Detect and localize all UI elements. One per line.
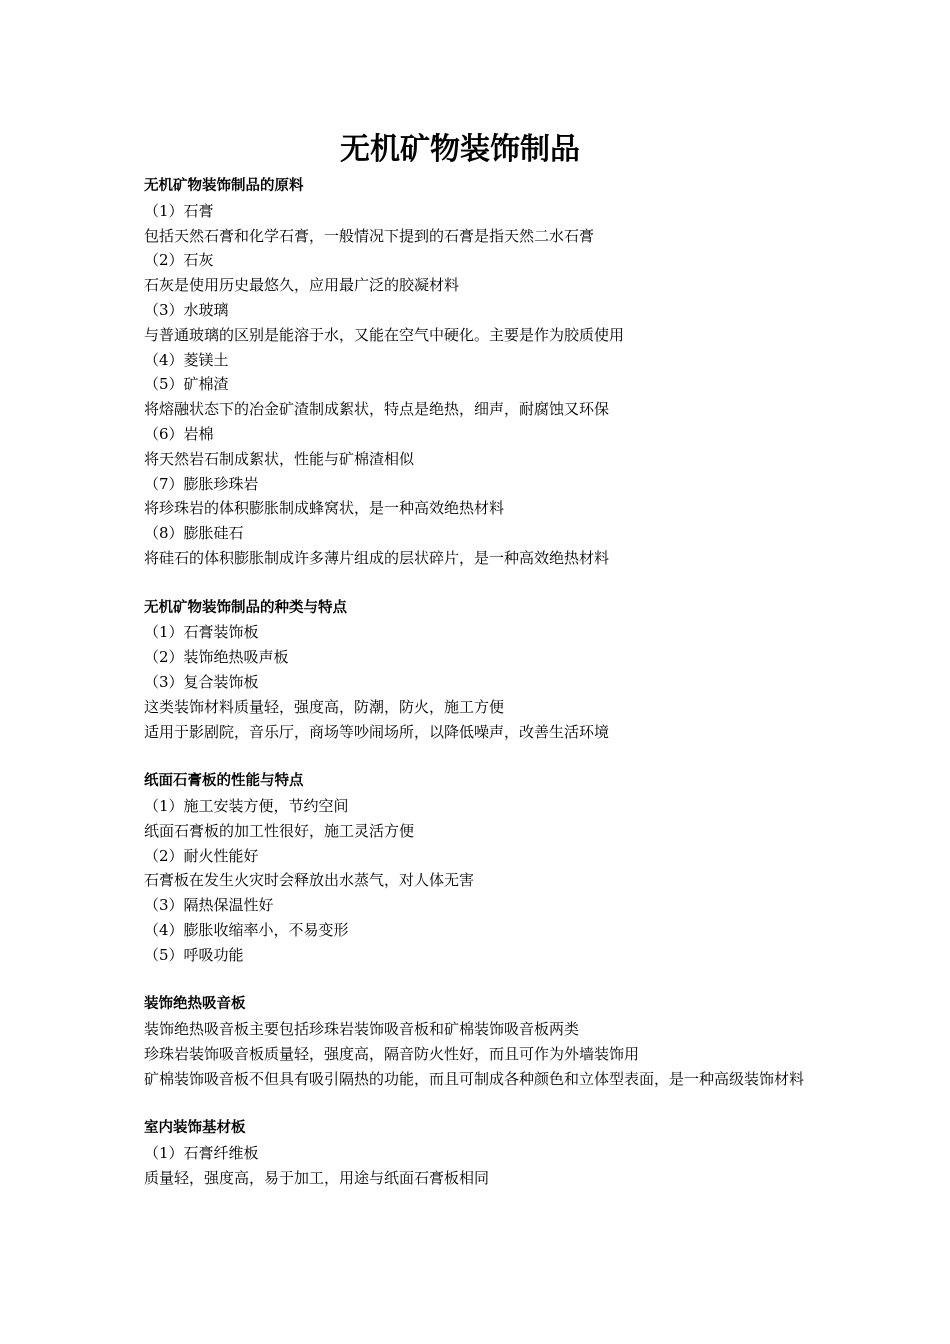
section-heading: 无机矿物装饰制品的原料	[144, 178, 304, 194]
paragraph-line: （7）膨胀珍珠岩	[144, 474, 259, 493]
paragraph-line: （2）耐火性能好	[144, 846, 259, 865]
section-heading: 室内装饰基材板	[144, 1120, 246, 1137]
paragraph-line: 将熔融状态下的冶金矿渣制成絮状，特点是绝热，细声，耐腐蚀又环保	[144, 400, 610, 419]
paragraph-line: 这类装饰材料质量轻，强度高，防潮，防火，施工方便	[144, 697, 505, 716]
paragraph-line: （5）矿棉渣	[144, 375, 229, 394]
paragraph-line: 将天然岩石制成絮状，性能与矿棉渣相似	[144, 449, 415, 468]
section-heading: 无机矿物装饰制品的种类与特点	[144, 599, 347, 616]
paragraph-line: （3）复合装饰板	[144, 672, 259, 691]
paragraph-line: 将硅石的体积膨胀制成许多薄片组成的层状碎片，是一种高效绝热材料	[144, 548, 610, 567]
paragraph-line: （8）膨胀硅石	[144, 524, 244, 543]
paragraph-line: 包括天然石膏和化学石膏，一般情况下提到的石膏是指天然二水石膏	[144, 226, 595, 245]
paragraph-line: 质量轻，强度高，易于加工，用途与纸面石膏板相同	[144, 1168, 490, 1187]
section-heading: 装饰绝热吸音板	[144, 996, 246, 1013]
paragraph-line: （6）岩棉	[144, 424, 214, 443]
paragraph-line: （1）石膏	[144, 201, 214, 220]
paragraph-line: （2）装饰绝热吸声板	[144, 648, 289, 667]
document-title: 无机矿物装饰制品	[340, 132, 580, 167]
section-heading: 纸面石膏板的性能与特点	[144, 773, 304, 790]
paragraph-line: （1）石膏装饰板	[144, 623, 259, 642]
document-body	[144, 174, 812, 1215]
paragraph-line: 珍珠岩装饰吸音板质量轻，强度高，隔音防火性好，而且可作为外墙装饰用	[144, 1044, 640, 1063]
section-3	[144, 769, 812, 967]
paragraph-line: （1）施工安装方便，节约空间	[144, 796, 349, 815]
paragraph-line: （3）水玻璃	[144, 300, 229, 319]
section-4	[144, 992, 812, 1091]
paragraph-line: （4）菱镁土	[144, 350, 229, 369]
paragraph-line: 装饰绝热吸音板主要包括珍珠岩装饰吸音板和矿棉装饰吸音板两类	[144, 1020, 580, 1039]
paragraph-line: （1）石膏纤维板	[144, 1144, 259, 1163]
paragraph-line: 石膏板在发生火灾时会释放出水蒸气，对人体无害	[144, 871, 475, 890]
paragraph-line: （5）呼吸功能	[144, 945, 244, 964]
paragraph-line: （2）石灰	[144, 251, 214, 270]
paragraph-line: （4）膨胀收缩率小，不易变形	[144, 920, 349, 939]
section-2	[144, 596, 812, 745]
paragraph-line: 石灰是使用历史最悠久，应用最广泛的胶凝材料	[144, 276, 460, 295]
section-5	[144, 1116, 812, 1190]
paragraph-line: 将珍珠岩的体积膨胀制成蜂窝状，是一种高效绝热材料	[144, 499, 505, 518]
paragraph-line: 矿棉装饰吸音板不但具有吸引隔热的功能，而且可制成各种颜色和立体型表面，是一种高级装饰材料	[144, 1069, 805, 1088]
paragraph-line: 适用于影剧院，音乐厅，商场等吵闹场所，以降低噪声，改善生活环境	[144, 722, 610, 741]
section-1	[144, 174, 812, 571]
paragraph-line: 与普通玻璃的区别是能溶于水，又能在空气中硬化。主要是作为胶质使用	[144, 325, 625, 344]
paragraph-line: （3）隔热保温性好	[144, 896, 274, 915]
paragraph-line: 纸面石膏板的加工性很好，施工灵活方便	[144, 821, 415, 840]
